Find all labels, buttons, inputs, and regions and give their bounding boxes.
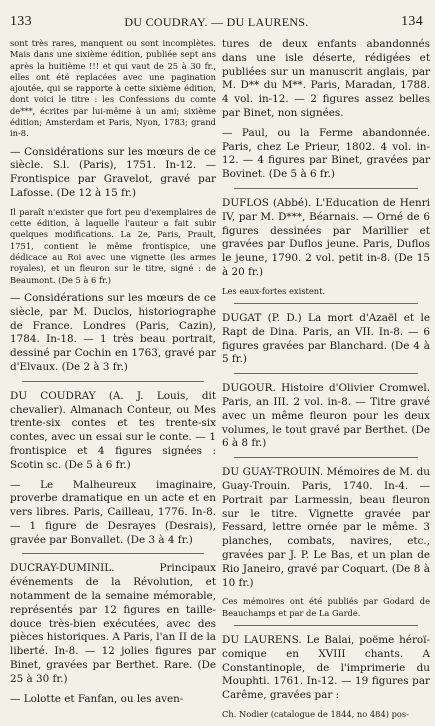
bibliographic-note: Il paraît n'exister que fort peu d'exemplaires de cette édition, à laquelle l'auteur a fait subir quelques modifications. La 2e, Paris, Prault, 1751, contient le même frontispice, une dédicace au Roi avec une vignette (les armes royales), et un fleuron sur le titre, signé : de Beaumont. (De 5 à 6 fr.) bbox=[10, 206, 216, 285]
bibliographic-note: sont très rares, manquent ou sont incomplètes. Mais dans une sixième édition, publiée sept ans après la huitième !!! et qui vaut de 25 à 30 fr., elles ont été replacées avec une pagination ajoutée, qui se rapporte à cette sixième édition, dont voici le titre : les Confessions du comte de***, écrites par lui-même à un ami; sixième édition; Amsterdam et Paris, Nyon, 1783; grand in-8. bbox=[10, 38, 216, 139]
section-rule bbox=[234, 188, 418, 189]
section-rule bbox=[22, 381, 204, 382]
bibliographic-entry: DUGOUR. Histoire d'Olivier Cromwel. Paris, an III. 2 vol. in-8. — Titre gravé avec un même fleuron pour les deux volumes, le tout gravé par Berthet. (De 6 à 8 fr.) bbox=[222, 382, 430, 450]
bibliographic-entry: DU COUDRAY (A. J. Louis, dit chevalier). Almanach Conteur, ou Mes trente-six contes et tes trente-six contes, avec un essai sur le conte. — 1 frontispice et 4 figures signées : Scotin sc. (De 5 à 6 fr.) bbox=[10, 389, 216, 471]
bibliographic-note: Ch. Nodier (catalogue de 1844, no 484) pos- bbox=[222, 708, 409, 719]
bibliographic-entry: — Paul, ou la Ferme abandonnée. Paris, chez Le Prieur, 1802. 4 vol. in-12. — 4 figures par Binet, gravées par Bovinet. (De 5 à 6 fr.) bbox=[222, 126, 430, 181]
bibliographic-entry: DUCRAY-DUMINIL. Principaux événements de la Révolution, et notamment de la semaine mémorable, représentés par 12 figures en taille-douce très-bien exécutées, avec des pièces historiques. A Paris, l'an II de la liberté. In-8. — 12 jolies figures par Binet, gravées par Berthet. Rare. (De 25 à 30 fr.) bbox=[10, 562, 216, 685]
bibliographic-note: Ces mémoires ont été publiés par Godard de Beauchamps et par de La Garde. bbox=[222, 596, 430, 618]
right-column bbox=[222, 38, 430, 726]
section-rule bbox=[234, 373, 418, 374]
bibliographic-entry: DU LAURENS. Le Balai, poëme héroï-comique en XVIII chants. A Constantinople, de l'imprimerie du Mouphti. 1761. In-12. — 19 figures par Carême, gravées par : bbox=[222, 633, 430, 702]
section-rule bbox=[234, 625, 418, 626]
page-number-right: 134 bbox=[401, 14, 423, 29]
running-title: DU COUDRAY. — DU LAURENS. bbox=[124, 15, 309, 29]
section-rule bbox=[22, 553, 204, 554]
bibliographic-entry: tures de deux enfants abandonnés dans une isle déserte, rédigées et publiées sur un manuscrit anglais, par M. D** du M**. Paris, Maradan, 1788. 4 vol. in-12. — 2 figures assez belles par Binet, non signées. bbox=[222, 38, 430, 119]
bibliographic-entry: DUGAT (P. D.) La mort d'Azaël et le Rapt de Dina. Paris, an VII. In-8. — 6 figures gravées par Blanchard. (De 4 à 5 fr.) bbox=[222, 312, 430, 366]
bibliographic-entry: DU GUAY-TROUIN. Mémoires de M. du Guay-Trouin. Paris, 1740. In-4. — Portrait par Larmessin, beau fleuron sur le titre. Vignette gravée par Fessard, lettre ornée par le même. 3 planches, combats, navires, etc., gravées par J. P. Le Bas, et un plan de Rio Janeiro, gravé par Coquart. (De 8 à 10 fr.) bbox=[222, 466, 430, 589]
bibliographic-entry: DUFLOS (Abbé). L'Education de Henri IV, par M. D***, Béarnais. — Orné de 6 figures dessinées par Marillier et gravées par Duflos jeune. Paris, Duflos le jeune, 1790. 2 vol. petit in-8. (De 15 à 20 fr.) bbox=[222, 196, 430, 278]
bibliographic-entry: — Lolotte et Fanfan, ou les aven- bbox=[10, 692, 184, 705]
left-column bbox=[10, 38, 216, 712]
running-header bbox=[10, 14, 423, 30]
bibliographic-entry: — Le Malheureux imaginaire, proverbe dramatique en un acte et en vers libres. Paris, Cailleau, 1776. In-8. — 1 figure de Desrayes (Desrais), gravée par Bonvallet. (De 3 à 4 fr.) bbox=[10, 478, 216, 546]
bibliographic-entry: — Considérations sur les mœurs de ce siècle. S.l. (Paris), 1751. In-12. — Frontispice par Gravelot, gravé par Lafosse. (De 12 à 15 fr.) bbox=[10, 145, 216, 200]
bibliographic-entry: — Considérations sur les mœurs de ce siècle, par M. Duclos, historiographe de France. Londres (Paris, Cazin), 1784. In-18. — 1 très beau portrait, dessiné par Cochin en 1763, gravé par d'Elvaux. (De 2 à 3 fr.) bbox=[10, 291, 216, 373]
section-rule bbox=[234, 303, 418, 304]
page-number-left: 133 bbox=[10, 14, 32, 29]
section-rule bbox=[234, 457, 418, 458]
bibliographic-note: Les eaux-fortes existent. bbox=[222, 285, 326, 296]
